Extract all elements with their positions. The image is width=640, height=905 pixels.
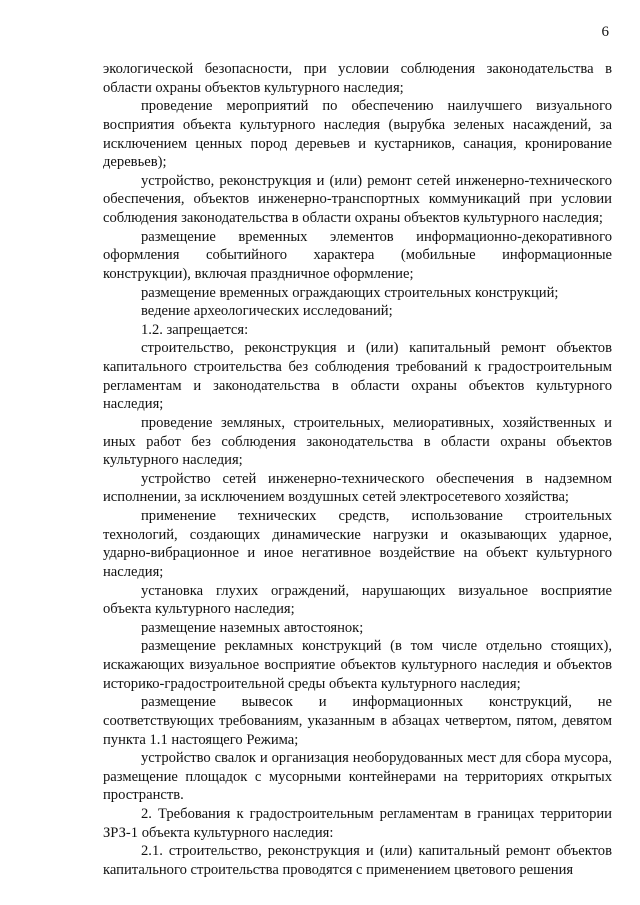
paragraph: применение технических средств, использование строительных технологий, создающих динамические нагрузки и оказывающих ударное, ударно-вибрационное и иное негативное воздействие на объект культурного наследия; [103, 508, 612, 580]
paragraph: размещение наземных автостоянок; [141, 619, 364, 636]
paragraph: размещение вывесок и информационных конструкций, не соответствующих требованиям, указанным в абзацах четвертом, пятом, девятом пункта 1.1 настоящего Режима; [103, 694, 612, 748]
section-heading: 2. Требования к градостроительным регламентам в границах территории ЗРЗ-1 объекта культурного наследия: [103, 806, 612, 841]
paragraph: проведение мероприятий по обеспечению наилучшего визуального восприятия объекта культурного наследия (вырубка зеленых насаждений, за исключением ценных пород деревьев и кустарников, санация, кронирование деревьев); [103, 98, 612, 171]
paragraph: устройство сетей инженерно-технического обеспечения в надземном исполнении, за исключением воздушных сетей электросетевого хозяйства; [103, 470, 612, 506]
paragraph: проведение земляных, строительных, мелиоративных, хозяйственных и иных работ без соблюдения законодательства в области охраны объектов культурного наследия; [103, 414, 612, 469]
section-heading: 1.2. запрещается: [141, 321, 249, 338]
paragraph: установка глухих ограждений, нарушающих визуальное восприятие объекта культурного наследия; [103, 582, 612, 618]
paragraph: устройство, реконструкция и (или) ремонт сетей инженерно-технического обеспечения, объектов инженерно-транспортных коммуникаций при условии соблюдения законодательства в области охраны объектов культурного наследия; [103, 172, 612, 226]
paragraph: ведение археологических исследований; [141, 303, 393, 320]
paragraph: устройство свалок и организация необорудованных мест для сбора мусора, размещение площадок с мусорными контейнерами на территориях открытых пространств. [103, 750, 612, 804]
document-body [103, 60, 612, 880]
page-number: 6 [601, 24, 609, 40]
paragraph: размещение временных элементов информационно-декоративного оформления событийного характера (мобильные информационные конструкции), включая праздничное оформление; [103, 228, 612, 282]
paragraph: размещение временных ограждающих строительных конструкций; [141, 284, 559, 301]
paragraph: экологической безопасности, при условии соблюдения законодательства в области охраны объектов культурного наследия; [103, 61, 612, 96]
paragraph: строительство, реконструкция и (или) капитальный ремонт объектов капитального строительства без соблюдения требований к градостроительным регламентам и законодательства в области охраны объектов культурного наследия; [103, 340, 612, 413]
paragraph: 2.1. строительство, реконструкция и (или) капитальный ремонт объектов капитального строительства проводятся с применением цветового решения [103, 843, 612, 878]
paragraph: размещение рекламных конструкций (в том числе отдельно стоящих), искажающих визуальное восприятие объектов культурного наследия и объектов историко-градостроительной среды объекта культурного наследия; [103, 638, 612, 692]
